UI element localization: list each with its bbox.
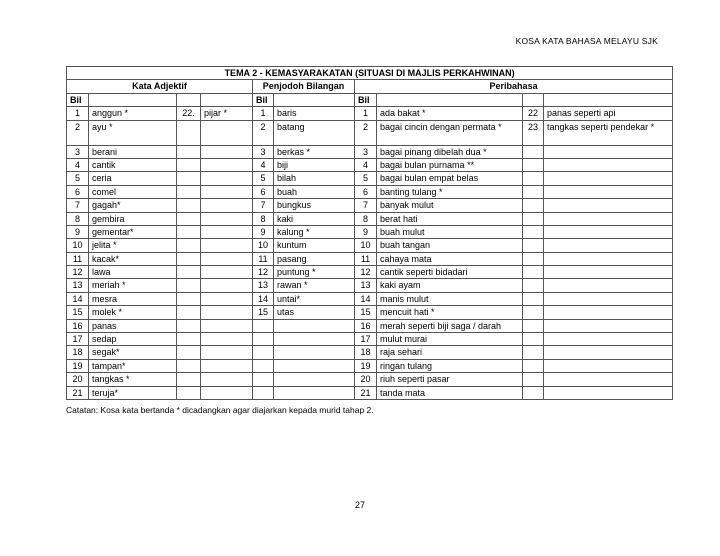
table-cell: mulut murai	[377, 333, 523, 346]
page-number: 27	[354, 500, 365, 510]
table-cell: bagai bulan purnama **	[377, 158, 523, 171]
table-cell: 6	[253, 185, 274, 198]
table-cell	[544, 292, 673, 305]
table-cell	[523, 266, 544, 279]
table-cell: 17	[67, 333, 89, 346]
table-cell	[544, 306, 673, 319]
table-cell: mesra	[89, 292, 177, 305]
table-cell: 16	[355, 319, 377, 332]
group-kata-adjektif: Kata Adjektif	[67, 80, 253, 93]
table-cell	[177, 333, 201, 346]
table-cell: meriah *	[89, 279, 177, 292]
table-cell: 5	[355, 172, 377, 185]
table-cell	[201, 145, 253, 158]
table-cell	[177, 158, 201, 171]
table-cell	[201, 292, 253, 305]
table-cell: 12	[355, 266, 377, 279]
table-cell: anggun *	[89, 107, 177, 120]
table-cell: 8	[253, 212, 274, 225]
table-cell: 2	[355, 120, 377, 145]
table-cell: 15	[67, 306, 89, 319]
table-cell: 21	[67, 386, 89, 399]
table-cell: 8	[67, 212, 89, 225]
table-cell: 1	[253, 107, 274, 120]
table-cell: ayu *	[89, 120, 177, 145]
table-cell: 23	[523, 120, 544, 145]
table-cell	[274, 346, 355, 359]
table-cell: segak*	[89, 346, 177, 359]
table-cell: 19	[67, 359, 89, 372]
table-cell: kuntum	[274, 239, 355, 252]
table-cell	[544, 239, 673, 252]
table-cell: teruja*	[89, 386, 177, 399]
table-cell	[201, 225, 253, 238]
table-cell	[523, 386, 544, 399]
table-cell: 9	[253, 225, 274, 238]
table-cell: 5	[253, 172, 274, 185]
table-cell: banyak mulut	[377, 199, 523, 212]
table-cell	[544, 346, 673, 359]
table-row	[67, 107, 673, 120]
table-cell	[201, 252, 253, 265]
table-cell	[177, 185, 201, 198]
bil-header-penjodoh: Bil	[253, 93, 274, 106]
table-cell: 7	[67, 199, 89, 212]
table-cell: 15	[253, 306, 274, 319]
table-cell	[201, 359, 253, 372]
table-cell	[177, 319, 201, 332]
table-cell: baris	[274, 107, 355, 120]
table-cell	[177, 346, 201, 359]
table-cell	[523, 185, 544, 198]
table-cell	[177, 386, 201, 399]
table-cell: berkas *	[274, 145, 355, 158]
table-cell	[544, 266, 673, 279]
table-cell	[274, 319, 355, 332]
table-cell: tangkas *	[89, 373, 177, 386]
table-cell: 22.	[177, 107, 201, 120]
table-cell	[523, 292, 544, 305]
table-cell	[544, 225, 673, 238]
table-cell: 17	[355, 333, 377, 346]
table-cell: 4	[67, 158, 89, 171]
table-row	[67, 319, 673, 332]
table-cell: 18	[355, 346, 377, 359]
table-cell: pasang	[274, 252, 355, 265]
table-cell	[201, 172, 253, 185]
table-cell	[177, 145, 201, 158]
table-cell: buah tangan	[377, 239, 523, 252]
table-cell: 11	[253, 252, 274, 265]
table-cell	[544, 373, 673, 386]
table-cell: panas seperti api	[544, 107, 673, 120]
table-cell: 3	[355, 145, 377, 158]
table-cell	[274, 359, 355, 372]
table-cell: jelita *	[89, 239, 177, 252]
table-cell	[201, 279, 253, 292]
table-cell	[201, 158, 253, 171]
table-cell: manis mulut	[377, 292, 523, 305]
table-cell: buah	[274, 185, 355, 198]
table-cell: 4	[355, 158, 377, 171]
table-cell: lawa	[89, 266, 177, 279]
table-cell: 4	[253, 158, 274, 171]
table-cell	[544, 252, 673, 265]
table-cell	[253, 386, 274, 399]
table-cell	[177, 279, 201, 292]
table-cell: gagah*	[89, 199, 177, 212]
vocabulary-table	[66, 66, 673, 400]
table-cell	[544, 199, 673, 212]
table-row	[67, 386, 673, 399]
table-cell: ada bakat *	[377, 107, 523, 120]
table-cell	[523, 225, 544, 238]
table-cell	[523, 252, 544, 265]
table-cell: bilah	[274, 172, 355, 185]
table-cell	[201, 306, 253, 319]
table-row	[67, 158, 673, 171]
table-cell	[177, 252, 201, 265]
table-cell: kalung *	[274, 225, 355, 238]
table-row	[67, 333, 673, 346]
table-cell	[544, 158, 673, 171]
table-cell: 13	[67, 279, 89, 292]
table-cell	[523, 346, 544, 359]
table-title: TEMA 2 - KEMASYARAKATAN (SITUASI DI MAJLIS PERKAHWINAN)	[67, 67, 673, 80]
table-cell: bagai bulan empat belas	[377, 172, 523, 185]
table-cell: panas	[89, 319, 177, 332]
table-cell: 9	[67, 225, 89, 238]
group-peribahasa: Peribahasa	[355, 80, 673, 93]
table-cell: kaki ayam	[377, 279, 523, 292]
table-cell: gembira	[89, 212, 177, 225]
table-cell	[253, 359, 274, 372]
table-cell: bagai pinang dibelah dua *	[377, 145, 523, 158]
table-cell: buah mulut	[377, 225, 523, 238]
table-cell	[201, 386, 253, 399]
table-cell	[177, 373, 201, 386]
table-cell: molek *	[89, 306, 177, 319]
table-cell: 1	[67, 107, 89, 120]
table-cell: 12	[67, 266, 89, 279]
table-cell	[177, 199, 201, 212]
table-cell: 6	[355, 185, 377, 198]
table-cell	[523, 359, 544, 372]
table-cell	[274, 373, 355, 386]
table-cell	[201, 185, 253, 198]
table-cell	[274, 333, 355, 346]
table-row	[67, 306, 673, 319]
footnote: Catatan: Kosa kata bertanda * dicadangkan agar diajarkan kepada murid tahap 2.	[66, 405, 374, 415]
table-cell	[177, 292, 201, 305]
table-cell	[177, 172, 201, 185]
table-cell	[523, 373, 544, 386]
table-cell	[201, 346, 253, 359]
table-cell: 12	[253, 266, 274, 279]
table-cell	[177, 212, 201, 225]
table-cell	[523, 279, 544, 292]
table-row	[67, 239, 673, 252]
table-cell	[544, 359, 673, 372]
table-cell: 10	[355, 239, 377, 252]
table-cell: bagai cincin dengan permata *	[377, 120, 523, 145]
table-cell: gementar*	[89, 225, 177, 238]
table-cell: 16	[67, 319, 89, 332]
table-cell: 9	[355, 225, 377, 238]
table-cell: banting tulang *	[377, 185, 523, 198]
table-row	[67, 145, 673, 158]
table-body	[67, 107, 673, 400]
table-cell: mencuit hati *	[377, 306, 523, 319]
table-cell: 11	[67, 252, 89, 265]
table-cell	[523, 239, 544, 252]
table-cell: 1	[355, 107, 377, 120]
table-cell: 13	[253, 279, 274, 292]
table-cell	[274, 386, 355, 399]
table-cell: riuh seperti pasar	[377, 373, 523, 386]
table-cell	[523, 333, 544, 346]
table-cell: 5	[67, 172, 89, 185]
table-cell: sedap	[89, 333, 177, 346]
document-header: KOSA KATA BAHASA MELAYU SJK	[515, 36, 658, 46]
table-cell	[523, 145, 544, 158]
table-cell	[177, 359, 201, 372]
table-cell: bungkus	[274, 199, 355, 212]
table-cell: berat hati	[377, 212, 523, 225]
table-cell	[523, 158, 544, 171]
table-row	[67, 266, 673, 279]
table-cell	[523, 212, 544, 225]
table-cell: tampan*	[89, 359, 177, 372]
table-row	[67, 185, 673, 198]
table-cell: cantik seperti bidadari	[377, 266, 523, 279]
table-cell	[177, 225, 201, 238]
table-cell: rawan *	[274, 279, 355, 292]
table-cell: puntung *	[274, 266, 355, 279]
table-row	[67, 172, 673, 185]
table-cell: tangkas seperti pendekar *	[544, 120, 673, 145]
table-cell: 14	[355, 292, 377, 305]
table-cell	[201, 266, 253, 279]
table-cell: 2	[67, 120, 89, 145]
table-cell: biji	[274, 158, 355, 171]
table-cell: 22	[523, 107, 544, 120]
table-cell: merah seperti biji saga / darah	[377, 319, 523, 332]
table-cell: 3	[253, 145, 274, 158]
table-cell	[523, 306, 544, 319]
table-cell: tanda mata	[377, 386, 523, 399]
table-cell	[201, 199, 253, 212]
table-cell: 19	[355, 359, 377, 372]
table-cell: 13	[355, 279, 377, 292]
bil-header-adjektif: Bil	[67, 93, 89, 106]
table-row	[67, 359, 673, 372]
table-cell: 21	[355, 386, 377, 399]
table-cell	[544, 172, 673, 185]
table-cell: 14	[253, 292, 274, 305]
table-row	[67, 292, 673, 305]
table-cell: cahaya mata	[377, 252, 523, 265]
table-cell	[544, 145, 673, 158]
table-cell: 7	[355, 199, 377, 212]
table-cell: 20	[355, 373, 377, 386]
table-cell	[523, 319, 544, 332]
table-cell	[201, 373, 253, 386]
table-row	[67, 346, 673, 359]
table-cell: 7	[253, 199, 274, 212]
table-cell: 10	[67, 239, 89, 252]
table-cell: untai*	[274, 292, 355, 305]
table-cell: 20	[67, 373, 89, 386]
table-cell: kacak*	[89, 252, 177, 265]
table-row	[67, 373, 673, 386]
table-cell: 2	[253, 120, 274, 145]
table-cell: 14	[67, 292, 89, 305]
table-cell: 10	[253, 239, 274, 252]
table-cell	[177, 239, 201, 252]
table-cell	[544, 212, 673, 225]
table-cell: ceria	[89, 172, 177, 185]
table-cell: ringan tulang	[377, 359, 523, 372]
table-cell: utas	[274, 306, 355, 319]
table-cell	[201, 333, 253, 346]
table-cell: 11	[355, 252, 377, 265]
table-cell: batang	[274, 120, 355, 145]
group-penjodoh-bilangan: Penjodoh Bilangan	[253, 80, 355, 93]
table-cell	[177, 306, 201, 319]
table-cell: 15	[355, 306, 377, 319]
table-cell	[523, 172, 544, 185]
table-cell	[253, 373, 274, 386]
table-cell	[544, 279, 673, 292]
table-cell	[544, 386, 673, 399]
table-cell: 18	[67, 346, 89, 359]
table-cell	[544, 185, 673, 198]
table-cell	[544, 319, 673, 332]
table-cell	[201, 319, 253, 332]
table-cell	[523, 199, 544, 212]
table-cell	[253, 346, 274, 359]
table-cell	[177, 266, 201, 279]
table-cell	[201, 239, 253, 252]
table-cell	[253, 333, 274, 346]
table-cell: comel	[89, 185, 177, 198]
table-cell: 6	[67, 185, 89, 198]
table-cell: 8	[355, 212, 377, 225]
table-cell: cantik	[89, 158, 177, 171]
table-row	[67, 212, 673, 225]
table-cell: 3	[67, 145, 89, 158]
table-row	[67, 120, 673, 145]
table-row	[67, 279, 673, 292]
table-cell: berani	[89, 145, 177, 158]
table-row	[67, 225, 673, 238]
table-cell	[177, 120, 201, 145]
table-cell	[253, 319, 274, 332]
table-row	[67, 199, 673, 212]
table-cell: kaki	[274, 212, 355, 225]
table-cell: raja sehari	[377, 346, 523, 359]
table-cell	[544, 333, 673, 346]
bil-header-peribahasa: Bil	[355, 93, 377, 106]
table-cell: pijar *	[201, 107, 253, 120]
table-row	[67, 252, 673, 265]
table-cell	[201, 212, 253, 225]
table-cell	[201, 120, 253, 145]
